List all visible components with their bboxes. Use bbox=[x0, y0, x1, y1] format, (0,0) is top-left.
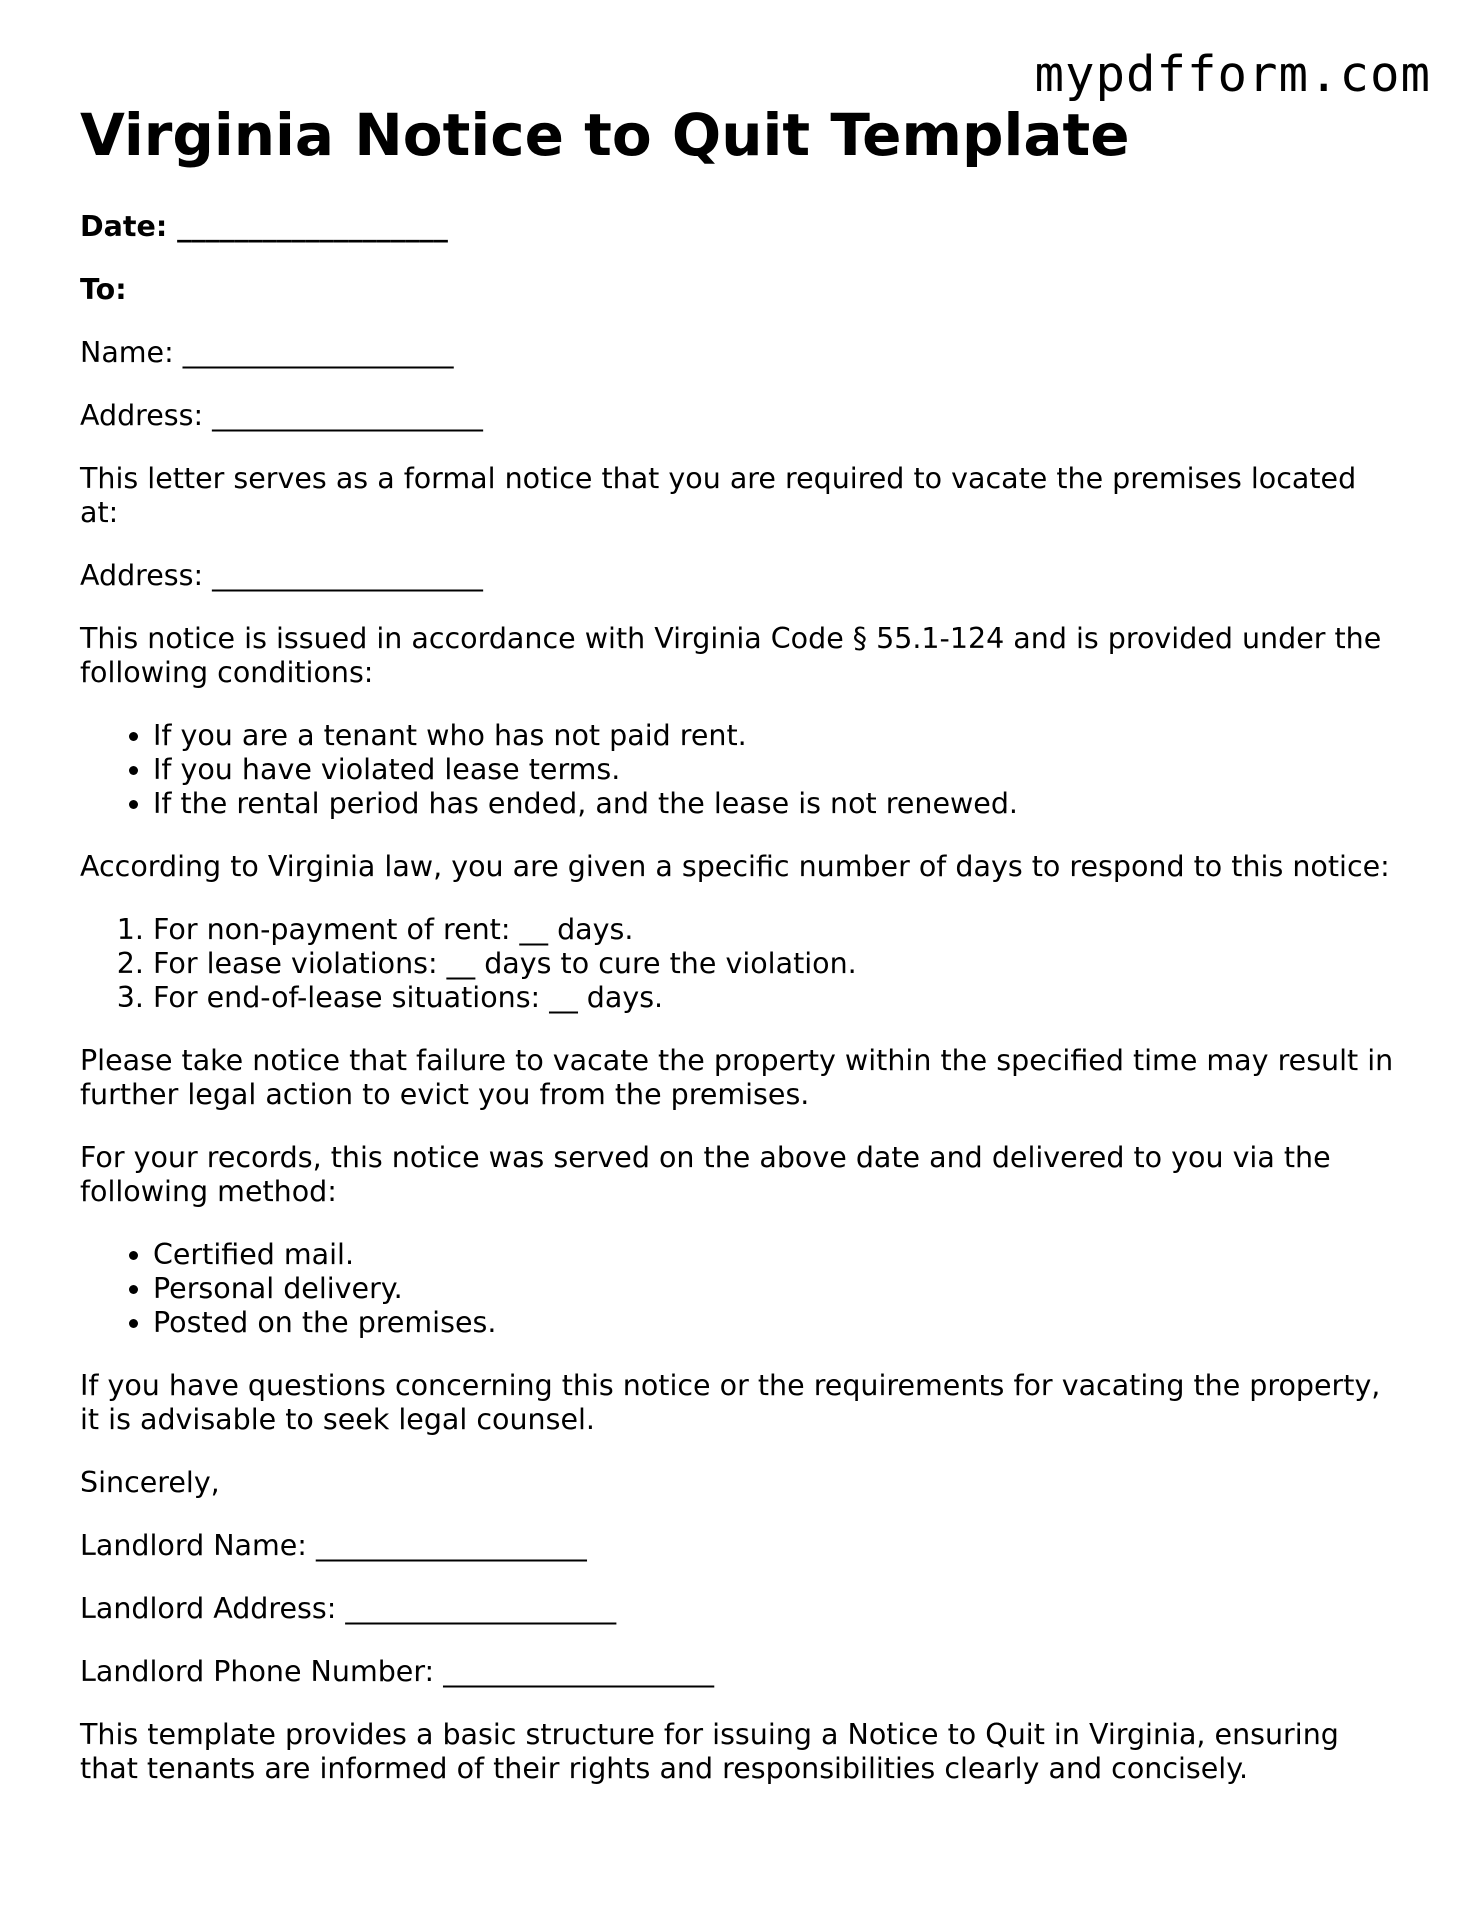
footer-paragraph: This template provides a basic structure for issuing a Notice to Quit in Virginia, ensuring that tenants are informed of their rights and responsibilities clearly and concisely. bbox=[80, 1717, 1339, 1785]
landlord-name-field: Landlord Name: ___________________ bbox=[80, 1528, 587, 1562]
failure-paragraph: Please take notice that failure to vacate the property within the specified time may result in further legal action to evict you from the premises. bbox=[80, 1043, 1394, 1111]
list-item: • Certified mail. bbox=[153, 1238, 1400, 1272]
records-paragraph: For your records, this notice was served on the above date and delivered to you via the following method: bbox=[80, 1140, 1331, 1208]
list-item: • If you are a tenant who has not paid rent. bbox=[153, 719, 1400, 753]
watermark: mypdfform.com bbox=[1034, 46, 1431, 103]
list-item: 2. For lease violations: __ days to cure the violation. bbox=[153, 947, 1400, 981]
days-list bbox=[80, 913, 1400, 1015]
list-item: • If the rental period has ended, and the lease is not renewed. bbox=[153, 787, 1400, 821]
conditions-list bbox=[80, 719, 1400, 821]
to-label: To: bbox=[80, 272, 127, 306]
document-page bbox=[80, 101, 1400, 1815]
closing: Sincerely, bbox=[80, 1465, 220, 1499]
list-item: • Posted on the premises. bbox=[153, 1306, 1400, 1340]
tenant-address-field: Address: ___________________ bbox=[80, 398, 483, 432]
days-intro-paragraph: According to Virginia law, you are given a specific number of days to respond to this notice: bbox=[80, 849, 1390, 883]
list-item: • Personal delivery. bbox=[153, 1272, 1400, 1306]
document-title: Virginia Notice to Quit Template bbox=[80, 101, 1130, 169]
questions-paragraph: If you have questions concerning this notice or the requirements for vacating the property, it is advisable to seek legal counsel. bbox=[80, 1368, 1381, 1436]
delivery-methods-list bbox=[80, 1238, 1400, 1340]
premises-address-field: Address: ___________________ bbox=[80, 558, 483, 592]
intro-paragraph: This letter serves as a formal notice that you are required to vacate the premises located at: bbox=[80, 461, 1357, 529]
code-paragraph: This notice is issued in accordance with Virginia Code § 55.1-124 and is provided under the following conditions: bbox=[80, 621, 1382, 689]
tenant-name-field: Name: ___________________ bbox=[80, 335, 454, 369]
landlord-phone-field: Landlord Phone Number: ___________________ bbox=[80, 1654, 714, 1688]
date-field: Date: ___________________ bbox=[80, 209, 448, 243]
landlord-address-field: Landlord Address: ___________________ bbox=[80, 1591, 617, 1625]
list-item: • If you have violated lease terms. bbox=[153, 753, 1400, 787]
list-item: 1. For non-payment of rent: __ days. bbox=[153, 913, 1400, 947]
list-item: 3. For end-of-lease situations: __ days. bbox=[153, 981, 1400, 1015]
